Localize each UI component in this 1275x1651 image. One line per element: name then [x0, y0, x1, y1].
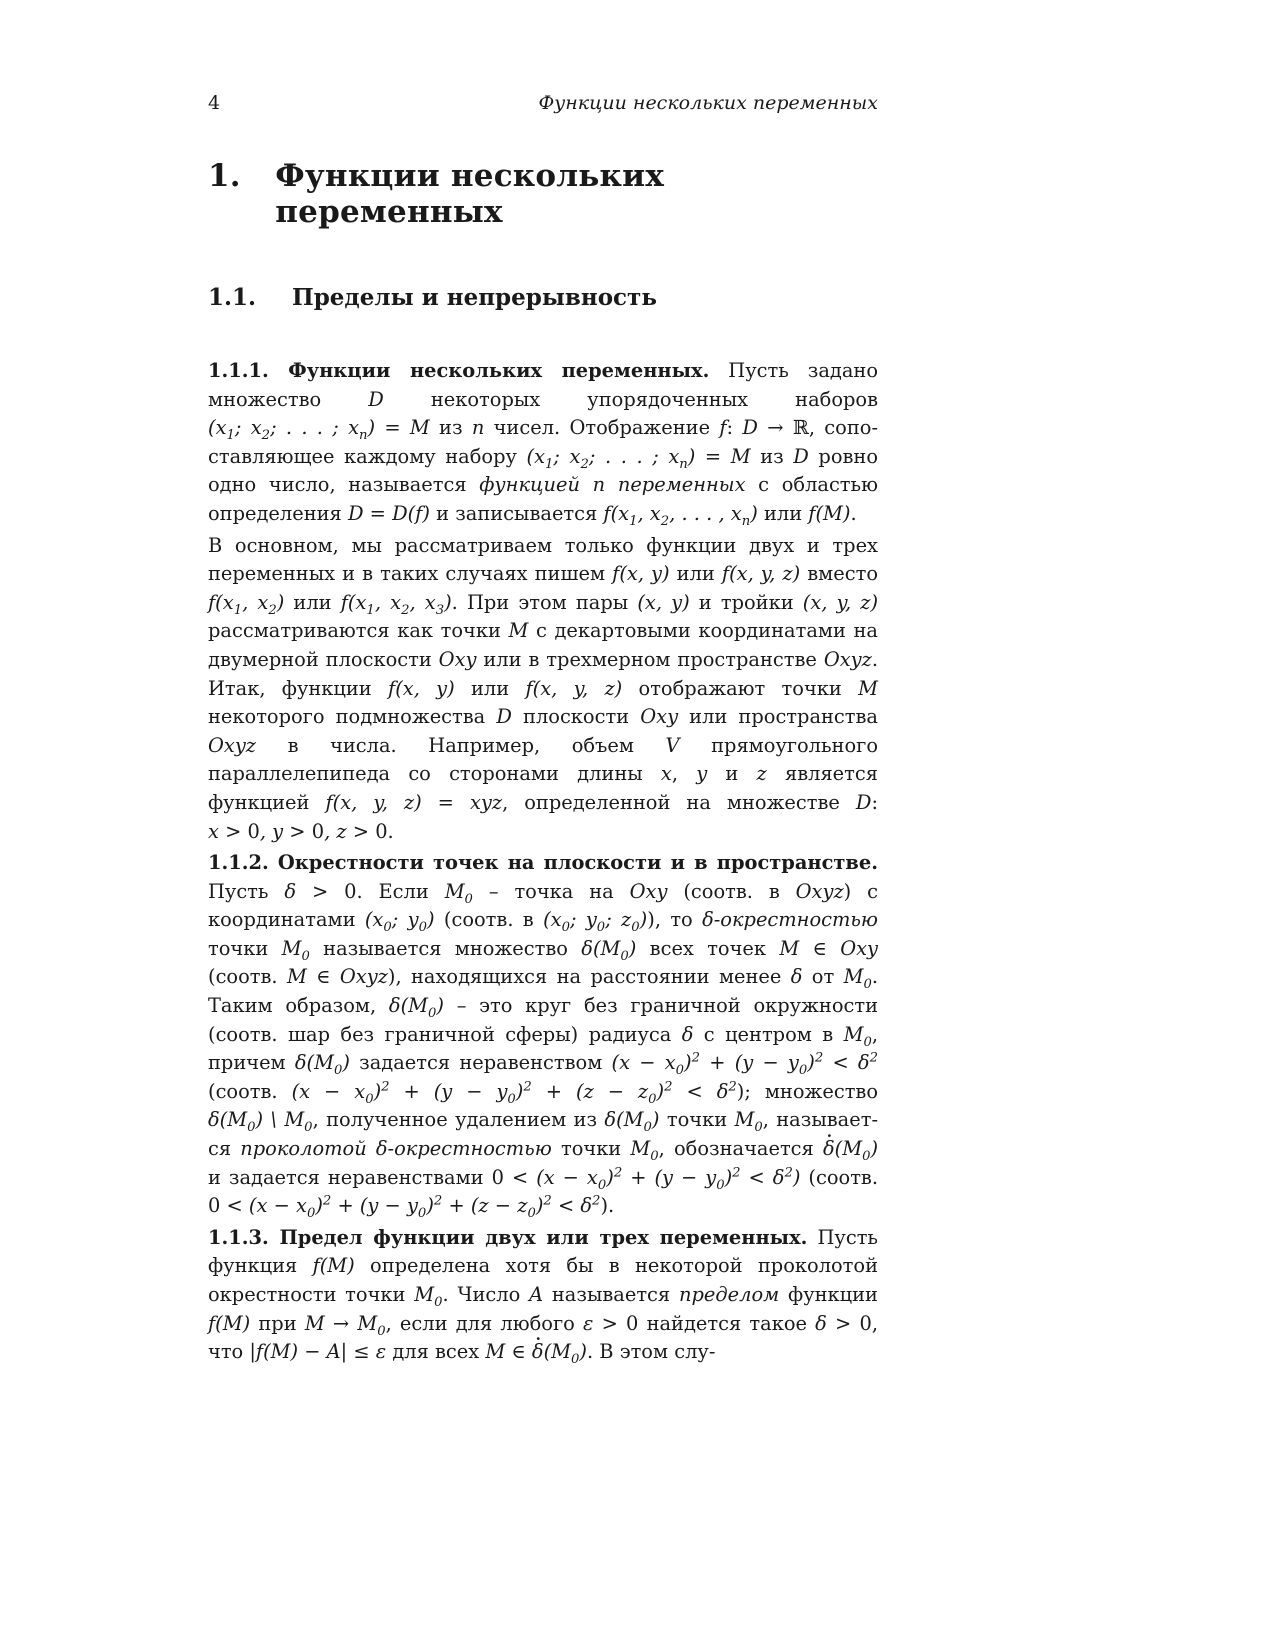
running-title: Функции нескольких переменных: [538, 92, 878, 114]
term-punctured-neighborhood: проколотой δ-окрестностью: [240, 1137, 552, 1161]
subsection-heading-1-1-1: 1.1.1. Функции нескольких переменных.: [208, 359, 710, 382]
chapter-number: 1.: [208, 158, 241, 194]
section-title-text: Пределы и непрерывность: [292, 284, 657, 311]
chapter-title-text: Функции нескольких переменных: [275, 158, 665, 230]
paragraph-2: В основном, мы рассматриваем только функции двух и трех переменных и в таких случаях пишем f(x, y) или f(x, y, z) вместо $f(x_1$, $x_2$) или $f(x_1$, $x_2$, $x_3$). При этом пары (x, y) и тройки (x, y, z) рассматриваются как точки M с декартовыми координатами на двумерной плоскости Oxy или в трехмерном пространстве Oxyz. Итак, функции f(x, y) или f(x, y, z) отображают точки M некоторого подмножества D плоскости Oxy или пространства Oxyz в числа. Например, объем V прямоугольного параллелепипеда со сторонами длины x, y и z является функцией f(x, y, z) = xyz, определенной на множестве D: x > 0, y > 0, z > 0.: [208, 533, 879, 843]
section-number: 1.1.: [208, 284, 257, 311]
term-function-of-n-variables: функцией n переменных: [479, 473, 746, 497]
paragraph-1-1-2: 1.1.2. Окрестности точек на плоскости и в пространстве. Пусть δ > 0. Если $M_0$ – точка на Oxy (соотв. в Oxyz) с координатами ($x_0$; $y_0$) (соотв. в ($x_0$; $y_0$; $z_0$)), то δ-окрестностью точки $M_0$ называется множество $\delta(M_0)$ всех точек M ∈ Oxy (соотв. M ∈ Oxyz), находящихся на расстоянии менее δ от $M_0$. Таким образом, $\delta(M_0)$ – это круг без граничной окружности (соотв. шар без граничной сферы) радиуса δ с центром в $M_0$, причем $\delta(M_0)$ задается неравенством $(x - x_0)^2 + (y - y_0)^2 < \delta^2$ (соотв. $(x - x_0)^2 + (y - y_0)^2 + (z - z_0)^2 < \delta^2$); множество $\delta(M_0)$ \ $M_0$, полученное удалением из $\delta(M_0)$ точки $M_0$, называется проколотой δ-окрестностью точки $M_0$, обозначается · $\delta(M_0)$ и задается неравенствами $0 < (x - x_0)^2 + (y - y_0)^2 < \delta^2$) (соотв. $0 < (x - x_0)^2 + (y - y_0)^2 + (z - z_0)^2 < \delta^2$).: [208, 849, 878, 1221]
paragraph-1-1-3: 1.1.3. Предел функции двух или трех переменных. Пусть функция f(M) определена хотя бы в некоторой проколотой окрестности точки $M_0$. Число A называется пределом функции f(M) при $M \to M_0$, если для любого ε > 0 найдется такое δ > 0, что |f(M) − A| ≤ ε для всех M ∈ · $\delta(M_0)$. В этом слу-: [208, 1224, 878, 1367]
paragraph-1-1-1: 1.1.1. Функции нескольких переменных. Пусть задано множество D некоторых упорядоченных наборов ($x_1$; $x_2$; . . . ; $x_n) = M$ из n чисел. Отображение f: D → ℝ, сопоставляющее каждому набору ($x_1$; $x_2$; . . . ; $x_n) = M$ из D ровно одно число, называется функцией n переменных с областью определения D = D(f) и записывается $f(x_1$, $x_2$, . . . , $x_n$) или f(M).: [208, 359, 879, 529]
subsection-heading-1-1-2: 1.1.2. Окрестности точек на плоскости и в пространстве.: [208, 851, 878, 875]
term-delta-neighborhood: δ-окрестностью: [702, 908, 878, 932]
term-limit: пределом: [678, 1283, 780, 1306]
body-text: [208, 357, 878, 1367]
page: [208, 80, 878, 1367]
running-head: [208, 80, 878, 120]
chapter-title: [208, 158, 878, 230]
subsection-heading-1-1-3: 1.1.3. Предел функции двух или трех переменных.: [208, 1225, 808, 1249]
section-title: [208, 284, 878, 311]
page-number: 4: [208, 92, 221, 114]
